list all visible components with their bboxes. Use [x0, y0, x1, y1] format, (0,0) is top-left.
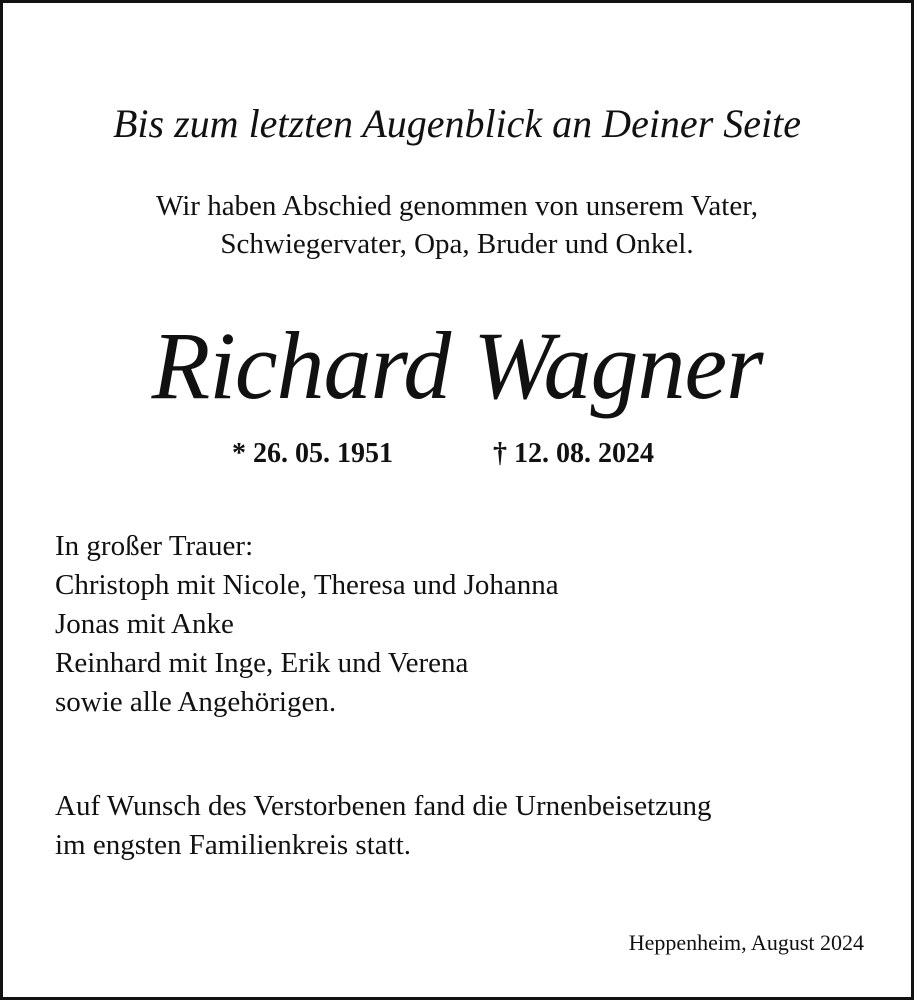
mourner-line: Reinhard mit Inge, Erik und Verena — [55, 647, 469, 679]
intro-line: Schwiegervater, Opa, Bruder und Onkel. — [220, 228, 694, 260]
birth-date: * 26. 05. 1951 — [232, 438, 393, 469]
notice-line: im engsten Familienkreis statt. — [55, 829, 412, 861]
deceased-name: Richard Wagner — [151, 312, 763, 419]
death-date: † 12. 08. 2024 — [493, 438, 654, 469]
mourner-line: Jonas mit Anke — [55, 608, 234, 640]
motto: Bis zum letzten Augenblick an Deiner Seite — [113, 101, 801, 146]
intro-line: Wir haben Abschied genommen von unserem Vater, — [156, 190, 758, 222]
mourners-heading: In großer Trauer: — [55, 530, 254, 562]
notice-line: Auf Wunsch des Verstorbenen fand die Urnenbeisetzung — [55, 790, 712, 822]
place-date: Heppenheim, August 2024 — [628, 930, 864, 955]
mourner-line: sowie alle Angehörigen. — [55, 686, 337, 718]
mourner-line: Christoph mit Nicole, Theresa und Johanna — [55, 569, 559, 601]
